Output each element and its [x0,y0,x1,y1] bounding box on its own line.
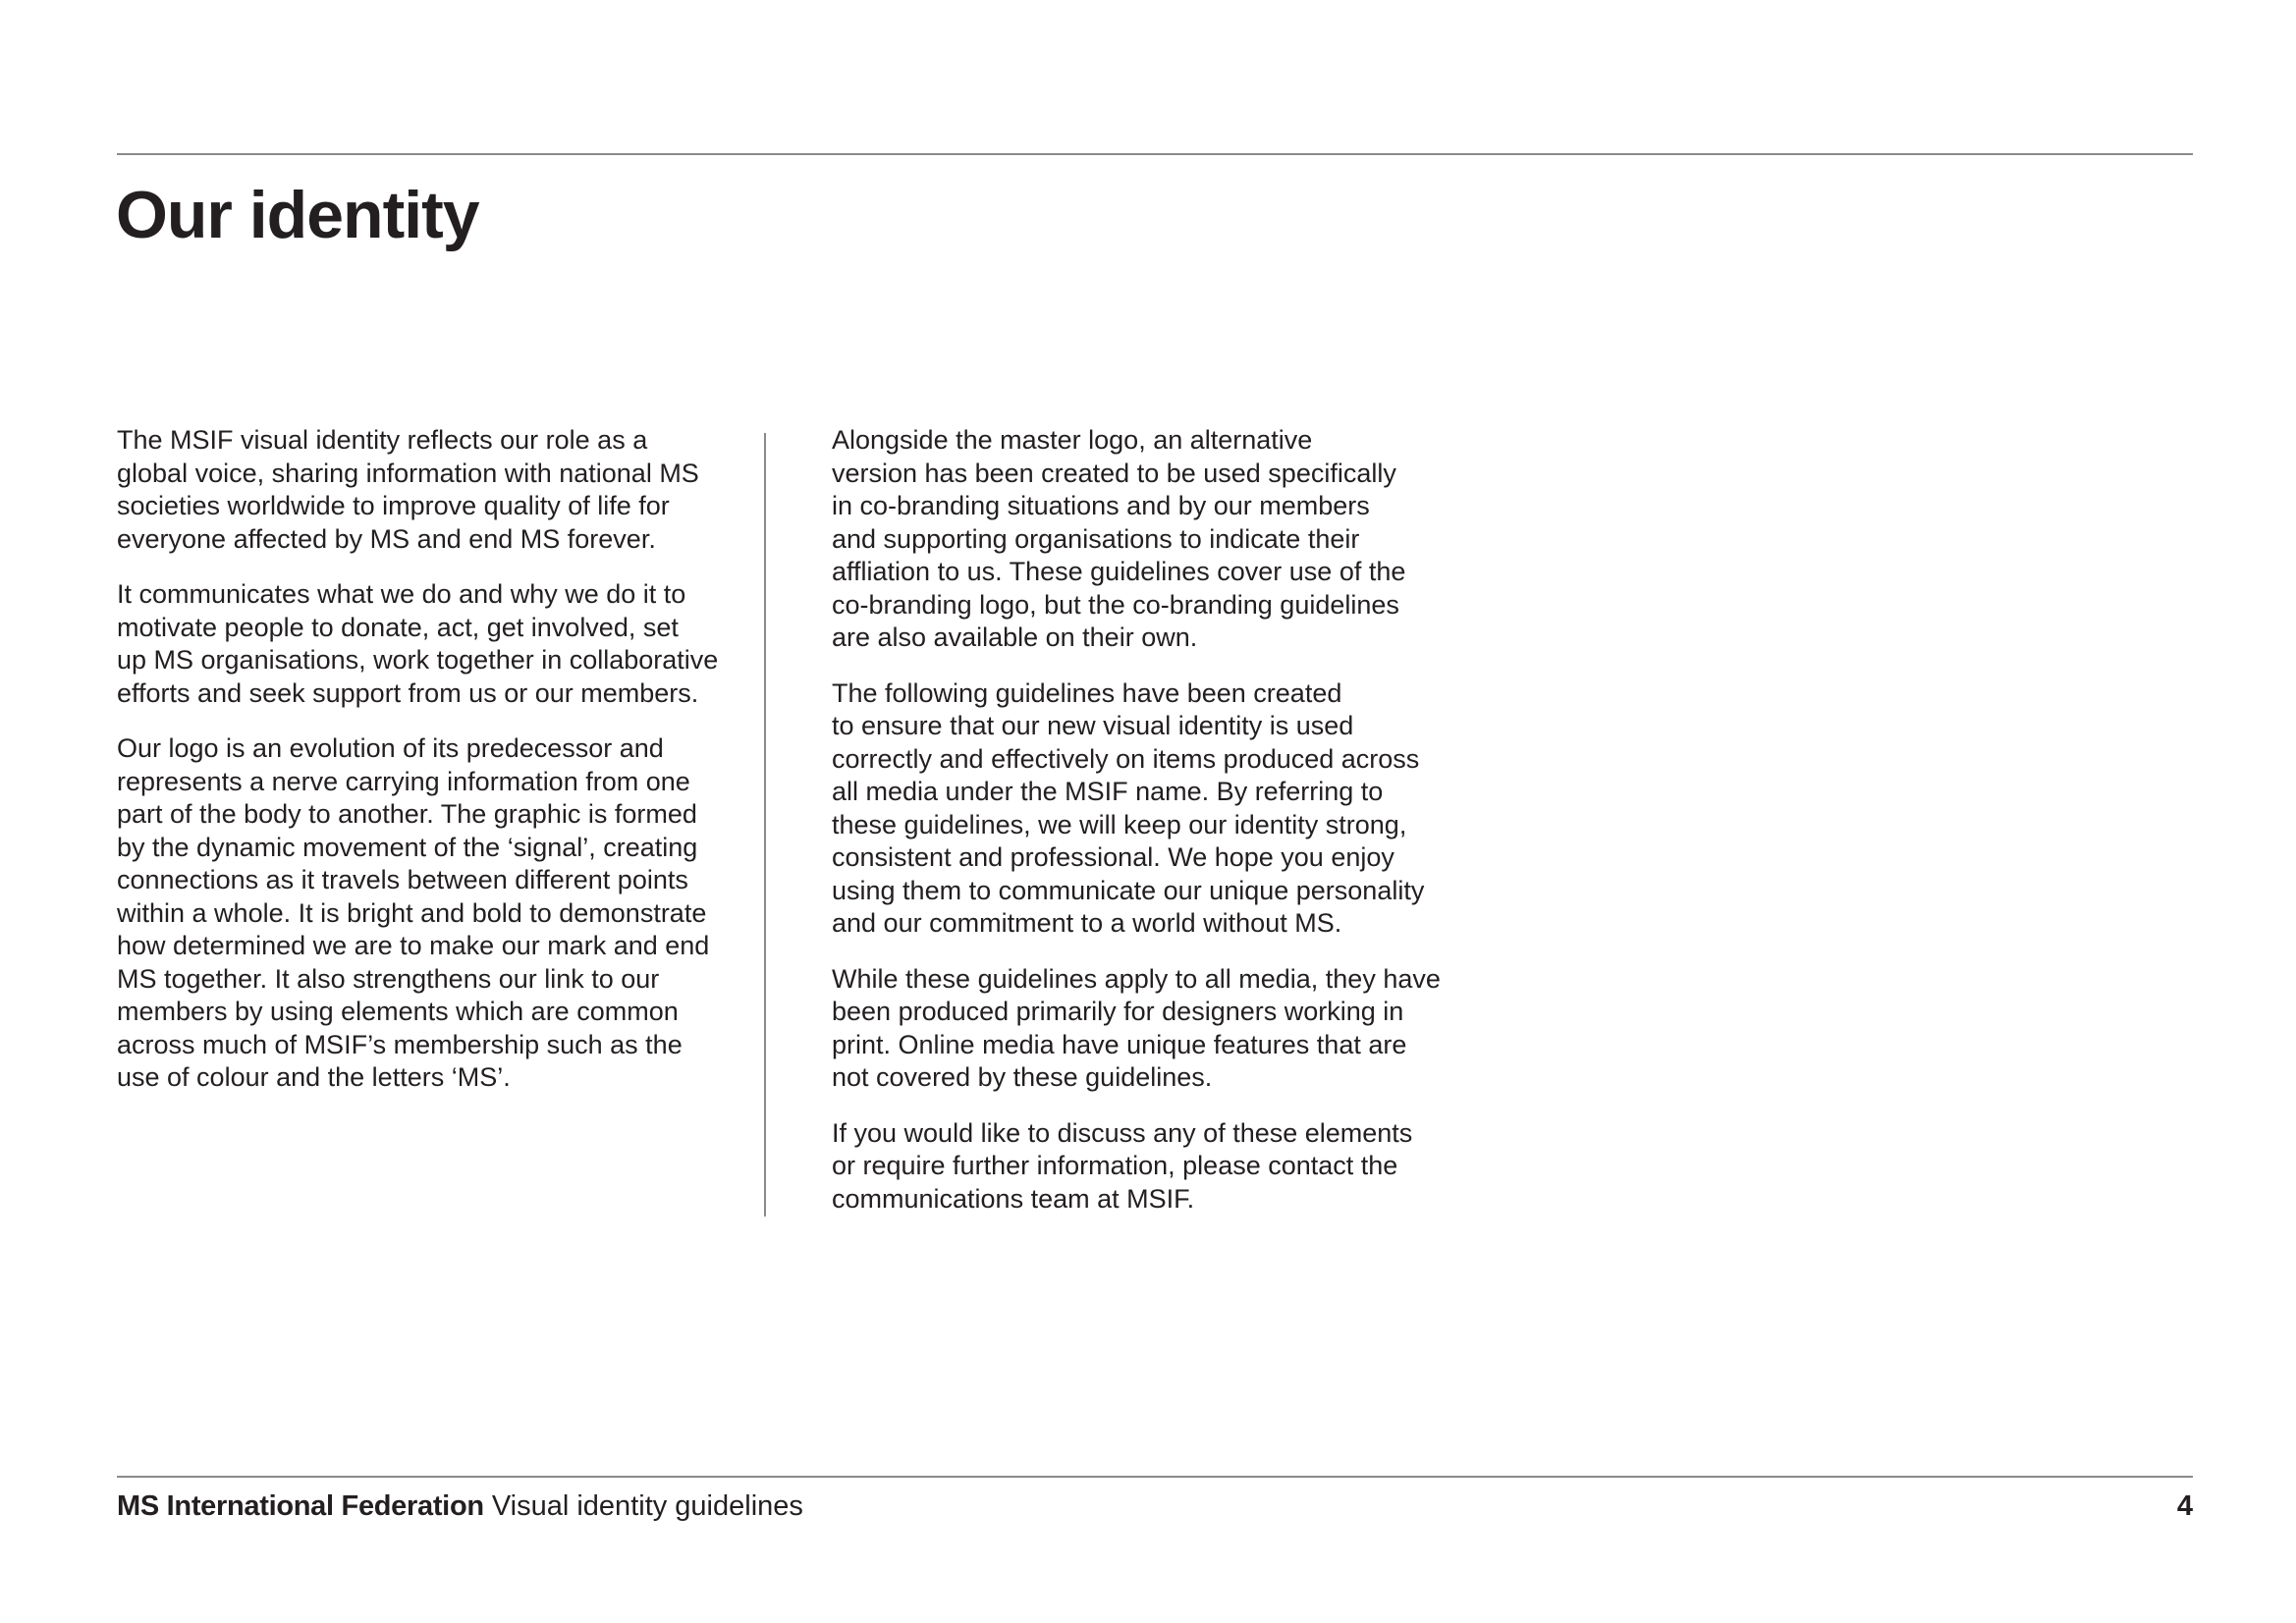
footer-document-title: Visual identity guidelines [491,1490,803,1522]
column-divider [764,433,766,1217]
bottom-divider [117,1476,2193,1478]
top-divider [117,153,2193,155]
paragraph: Alongside the master logo, an alternative version has been created to be used specifically in co-branding situations and by our members and supporting organisations to indicate their affliation to us. These guidelines cover use of the co-branding logo, but the co-branding guidelines are also available on their own. [832,425,1406,652]
paragraph: It communicates what we do and why we do it to motivate people to donate, act, get involved, set up MS organisations, work together in collaborative efforts and seek support from us or our members. [117,579,719,708]
footer-organization: MS International Federation [117,1490,484,1522]
paragraph: If you would like to discuss any of these elements or require further information, please contact the communications team at MSIF. [832,1117,1413,1214]
paragraph: While these guidelines apply to all media, they have been produced primarily for designers working in print. Online media have unique features that are not covered by these guidelines. [832,963,1441,1092]
page-title: Our identity [116,178,479,252]
paragraph: Our logo is an evolution of its predecessor and represents a nerve carrying information from one part of the body to another. The graphic is formed by the dynamic movement of the ‘signal’, creating connections as it travels between different points within a whole. It is bright and bold to demonstrate how determined we are to make our mark and end MS together. It also strengthens our link to our members by using elements which are common across much of MSIF’s membership such as the use of colour and the letters ‘MS’. [117,733,710,1092]
paragraph: The following guidelines have been created to ensure that our new visual identity is used correctly and effectively on items produced across all media under the MSIF name. By referring to these guidelines, we will keep our identity strong, consistent and professional. We hope you enjoy using them to communicate our unique personality and our commitment to a world without MS. [832,677,1425,938]
page-number: 4 [2176,1490,2193,1522]
paragraph: The MSIF visual identity reflects our role as a global voice, sharing information with national MS societies worldwide to improve quality of life for everyone affected by MS and end MS forever. [117,425,699,554]
footer [117,1488,803,1524]
left-text-column [117,424,745,1117]
right-text-column [832,424,1500,1238]
